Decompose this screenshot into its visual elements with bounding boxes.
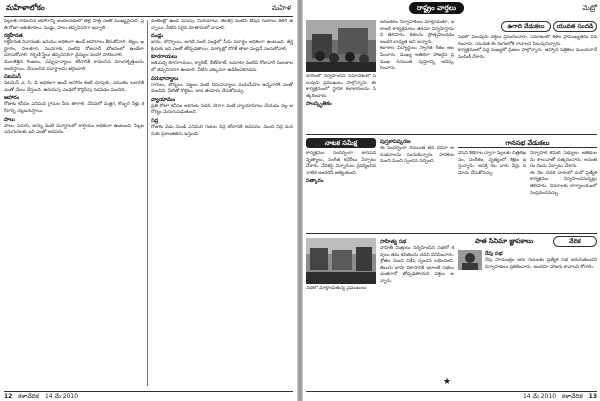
subheading: కూరగాయలు xyxy=(151,54,178,61)
event-photo xyxy=(306,20,376,72)
right-column-2 xyxy=(380,20,454,132)
story-column xyxy=(380,238,454,384)
article-paragraph: అనంతరం నిర్వాహకులు మాట్లాడుతూ, ఇలాంటి కార్యక్రమాలు తరచూ నిర్వహిస్తామని తెలిపారు. కళలను ప్రోత్సహించడం అందరి బాధ్యత అని అన్నారు. xyxy=(380,20,454,45)
crowd-photo-graphic xyxy=(306,20,376,72)
article-paragraph: విటమిన్ ఎ, సి, డి అధికంగా ఉండే ఆహారం కంటి చూపుకు, ఎముకల బలానికి ఎంతో మేలు చేస్తుంది. ఉదయపు ఎండలో కొద్దిసేపు నడవడం మంచిది. xyxy=(4,81,144,93)
story-text: సాహితీ మిత్రులు నిర్వహించిన సభలో కవులు తమ కవితలను చదివి వినిపించారు. శ్రోతల నుంచి విశేష స్పందన లభించింది. తెలుగు భాషా వికాసానికి ఇలాంటి సభలు ఎంతగానో తోడ్పడతాయని వక్తలు అన్నారు. xyxy=(380,246,454,284)
footer-date: 14 మే 2010 xyxy=(522,393,557,400)
left-page-header xyxy=(6,0,291,16)
right-column-3 xyxy=(458,35,597,133)
footer-brand: కళావేదిక xyxy=(18,393,40,400)
page-title: మహిళాలోకం xyxy=(6,3,45,12)
right-page-header xyxy=(553,0,597,16)
left-page xyxy=(0,0,297,401)
footer-brand: కళావేదిక xyxy=(561,393,583,400)
venue-tag: వేదిక xyxy=(553,236,597,247)
event-tag: ఉగాది వేడుకలు xyxy=(501,21,551,32)
portrait-photo xyxy=(458,250,482,270)
subheading: ఆహారం xyxy=(4,95,20,102)
right-page xyxy=(303,0,600,401)
footer-date: 14 మే 2010 xyxy=(44,393,79,400)
story-title: సాహిత్య సభ xyxy=(380,239,407,245)
column-divider xyxy=(147,20,148,386)
subheading: వ్యాయామం xyxy=(151,96,176,103)
page-section-label: మహిళ xyxy=(271,4,291,12)
article-paragraph: వంటింట్లో ఉండే పసుపు, మిరియాలు, జీలకర్ర వంటివి ఔషధ గుణాలు కలిగి ఉన్నాయి. వీటిని సరైన మోతాదులో వాడాలి. xyxy=(151,19,293,31)
subheading: సత్కారం xyxy=(306,178,324,185)
section-rule xyxy=(306,233,597,234)
article-paragraph: జామ, బొప్పాయి, అరటి వంటి పండ్లలో పీచు పదార్థం అధికంగా ఉంటుంది. జీర్ణక్రియకు ఇవి ఎంతో తోడ్పడతాయి. మార్కెట్లో దొరికే తాజా పండ్లనే ఎంచుకోవాలి. xyxy=(151,40,293,52)
subheading: సాంస్కృతికం xyxy=(306,101,332,108)
left-page-footer xyxy=(4,391,293,401)
article-paragraph: కళాశాల విద్యార్థులు స్వాగత గీతం ఆలపించారు. ముఖ్య అతిథిగా హాజరైన ప్రముఖ రచయిత పుస్తకాన్ని ఆవిష్కరించారు. xyxy=(380,46,454,72)
article-paragraph: రేపు సాయంత్రం ఆరు గంటలకు ప్రత్యేక సభ జరుగుతుందని నిర్వాహకులు ప్రకటించారు. అందరూ హాజరు కావాలని కోరారు. xyxy=(485,258,597,270)
gathering-photo-graphic xyxy=(306,238,376,284)
article-paragraph: పాలు, పెరుగు, జున్ను వంటి పదార్థాలలో కాల్షియం అధికంగా ఉంటుంది. పిల్లల ఎదుగుదలకు ఇవి ఎంతో అవసరం. xyxy=(4,123,144,136)
right-page-footer xyxy=(306,391,597,401)
subheading: చిరుధాన్యాలు xyxy=(151,75,179,82)
story-photo xyxy=(306,238,376,284)
photo-caption-box xyxy=(306,286,376,298)
article-paragraph: కార్యక్రమం సందర్భంగా జానపద నృత్యాలు, సంగీత కచేరీలు ఏర్పాటు చేశారు. వేదికపై చిన్నారులు ప్రదర్శించిన నాటిక అందరినీ ఆకట్టుకుంది. xyxy=(306,151,376,176)
cinema-column xyxy=(485,250,597,384)
subheading: విటమిన్ xyxy=(4,74,21,81)
article-paragraph: రోజుకు ఏడు నుండి ఎనిమిది గంటల నిద్ర శరీరానికి అవసరం. మంచి నిద్ర మనసుకు ప్రశాంతతను ఇస్తుంది. xyxy=(151,124,293,137)
section-tag: యువత సందడి xyxy=(553,21,597,32)
article-paragraph: రోజుకు కనీసం ఎనిమిది గ్లాసుల నీరు తాగాలి. వేసవిలో మజ్జిగ, కొబ్బరి నీళ్లు శరీరాన్ని చల్లబరుస్తాయి. xyxy=(4,102,144,114)
subheading: పాలు xyxy=(4,116,15,123)
portrait-graphic xyxy=(458,250,482,270)
article-paragraph: ఈ నెల చివరి వారంలో మరో ప్రత్యేక కార్యక్రమం నిర్వహించనున్నట్లు తెలిపారు. వివరాలకు కార్యాలయంలో సంప్రదించవచ్చు. xyxy=(530,170,597,196)
mid-column-4 xyxy=(530,151,597,231)
section-rule xyxy=(306,134,597,135)
event-headline: గానసభ వేడుకలు xyxy=(458,138,597,148)
review-title: నాటక సమీక్ష xyxy=(306,138,376,148)
subheading: పుస్తకావిష్కరణ xyxy=(380,139,411,145)
article-paragraph: రాగులు, జొన్నలు, సజ్జలు వంటి చిరుధాన్యాలు మధుమేహం ఉన్నవారికి ఎంతో మంచివి. వీటితో రొట్టెలు, జావ తయారు చేసుకోవచ్చు. xyxy=(151,82,293,95)
mid-column-3 xyxy=(458,151,526,231)
cinema-headline: పాత సినిమా జ్ఞాపకాలు xyxy=(458,236,550,247)
review-column xyxy=(306,151,376,231)
right-column-1 xyxy=(306,74,376,132)
subheading: రక్తహీనత xyxy=(4,33,23,40)
article-paragraph: ఆకుపచ్చ కూరగాయలు, క్యారెట్, బీట్‌రూట్, టమాటా వంటివి రోజువారీ వంటకాలలో తప్పనిసరిగా ఉండాలి. వీటిని ఎక్కువగా ఉడికించకూడదు. xyxy=(151,61,293,73)
subheading: రేపు సభ xyxy=(485,251,503,257)
article-paragraph: ఈ సందర్భంగా రచయిత తన రచనా అనుభవాలను పంచుకున్నారు. పాఠకుల నుంచి మంచి స్పందన వచ్చింది. xyxy=(380,146,454,165)
article-paragraph: కార్యక్రమంలో పెద్ద సంఖ్యలో ప్రజలు పాల్గొన్నారు. ఆహ్వాన పత్రికలు ముందుగానే పంపిణీ చేశారు. xyxy=(458,48,597,60)
photo-caption: సభలో మాట్లాడుతున్న ప్రముఖులు xyxy=(306,286,367,291)
left-column-2 xyxy=(151,19,293,387)
page-number: 13 xyxy=(588,393,597,400)
subheading: పండ్లు xyxy=(151,33,163,40)
page-number: 12 xyxy=(4,393,13,400)
article-paragraph: సభలో పలువురు వక్తలు ప్రసంగించారు. సమాజంలో కళల ప్రాముఖ్యతను వివరించారు. యువత ఈ రంగంలోకి రావాలని పిలుపునిచ్చారు. xyxy=(458,35,597,47)
star-icon: ★ xyxy=(443,377,452,387)
section-banner: రాష్ట్రం వార్తలు xyxy=(409,2,464,14)
article-paragraph: ప్రతి రోజూ కనీసం అరగంట నడక, యోగా వంటి వ్యాయామాలు చేయడం వల్ల ఆరోగ్యం మెరుగుపడుతుంది. xyxy=(151,103,293,116)
article-paragraph: మొలకెత్తిన గింజలు, పప్పుధాన్యాలు శరీరానికి కావలసిన మాంసకృత్తులను అందిస్తాయి. వేయించిన పదార్థాలను తగ్గించాలి. xyxy=(4,59,144,72)
article-paragraph: నిర్వాహక కమిటీ సభ్యులు అతిథులను శాలువాతో సత్కరించారు. అనంతరం విందు ఏర్పాటు చేశారు. xyxy=(530,151,597,170)
left-column-1 xyxy=(4,19,144,387)
header-rule xyxy=(4,16,293,17)
subheading: నిద్ర xyxy=(151,117,159,124)
article-paragraph: వేసవి శిబిరాల ద్వారా పిల్లలకు చిత్రలేఖనం, సంగీతం, నృత్యంలో శిక్షణ ఇస్తున్నారు. ఆసక్తి గల వారు పేర్లు నమోదు చేసుకోవచ్చు. xyxy=(458,151,526,176)
article-intro: పిల్లలకు కావలసిన ఆహారాన్ని అందించడంలో తల్లి పాత్ర ఎంతో ముఖ్యమైనది. ప్రతి రోజూ ఆకుకూరలు, పండ్లు, పాలు తప్పనిసరిగా ఇవ్వాలి. xyxy=(4,19,144,31)
page-section-label: మెట్రో xyxy=(582,4,597,12)
article-paragraph: రక్తహీనత నివారణకు ఇనుము అధికంగా ఉండే ఆహారాలు తీసుకోవాలి. బెల్లం, ఖర్జూరం, పాలకూర, మునగాకు వంటివి రోజువారీ భోజనంలో ఉండేలా చూసుకోవాలి. గర్భిణీ స్త్రీలు తప్పనిసరిగా వైద్యుల సలహా పాటించాలి. xyxy=(4,40,144,59)
article-paragraph: నగరంలో నిర్వహించిన సమావేశంలో పలువురు ప్రముఖులు పాల్గొన్నారు. ఈ కార్యక్రమంలో స్థానిక కళాకారులను సత్కరించారు. xyxy=(306,74,376,99)
mid-column-2 xyxy=(380,138,454,230)
